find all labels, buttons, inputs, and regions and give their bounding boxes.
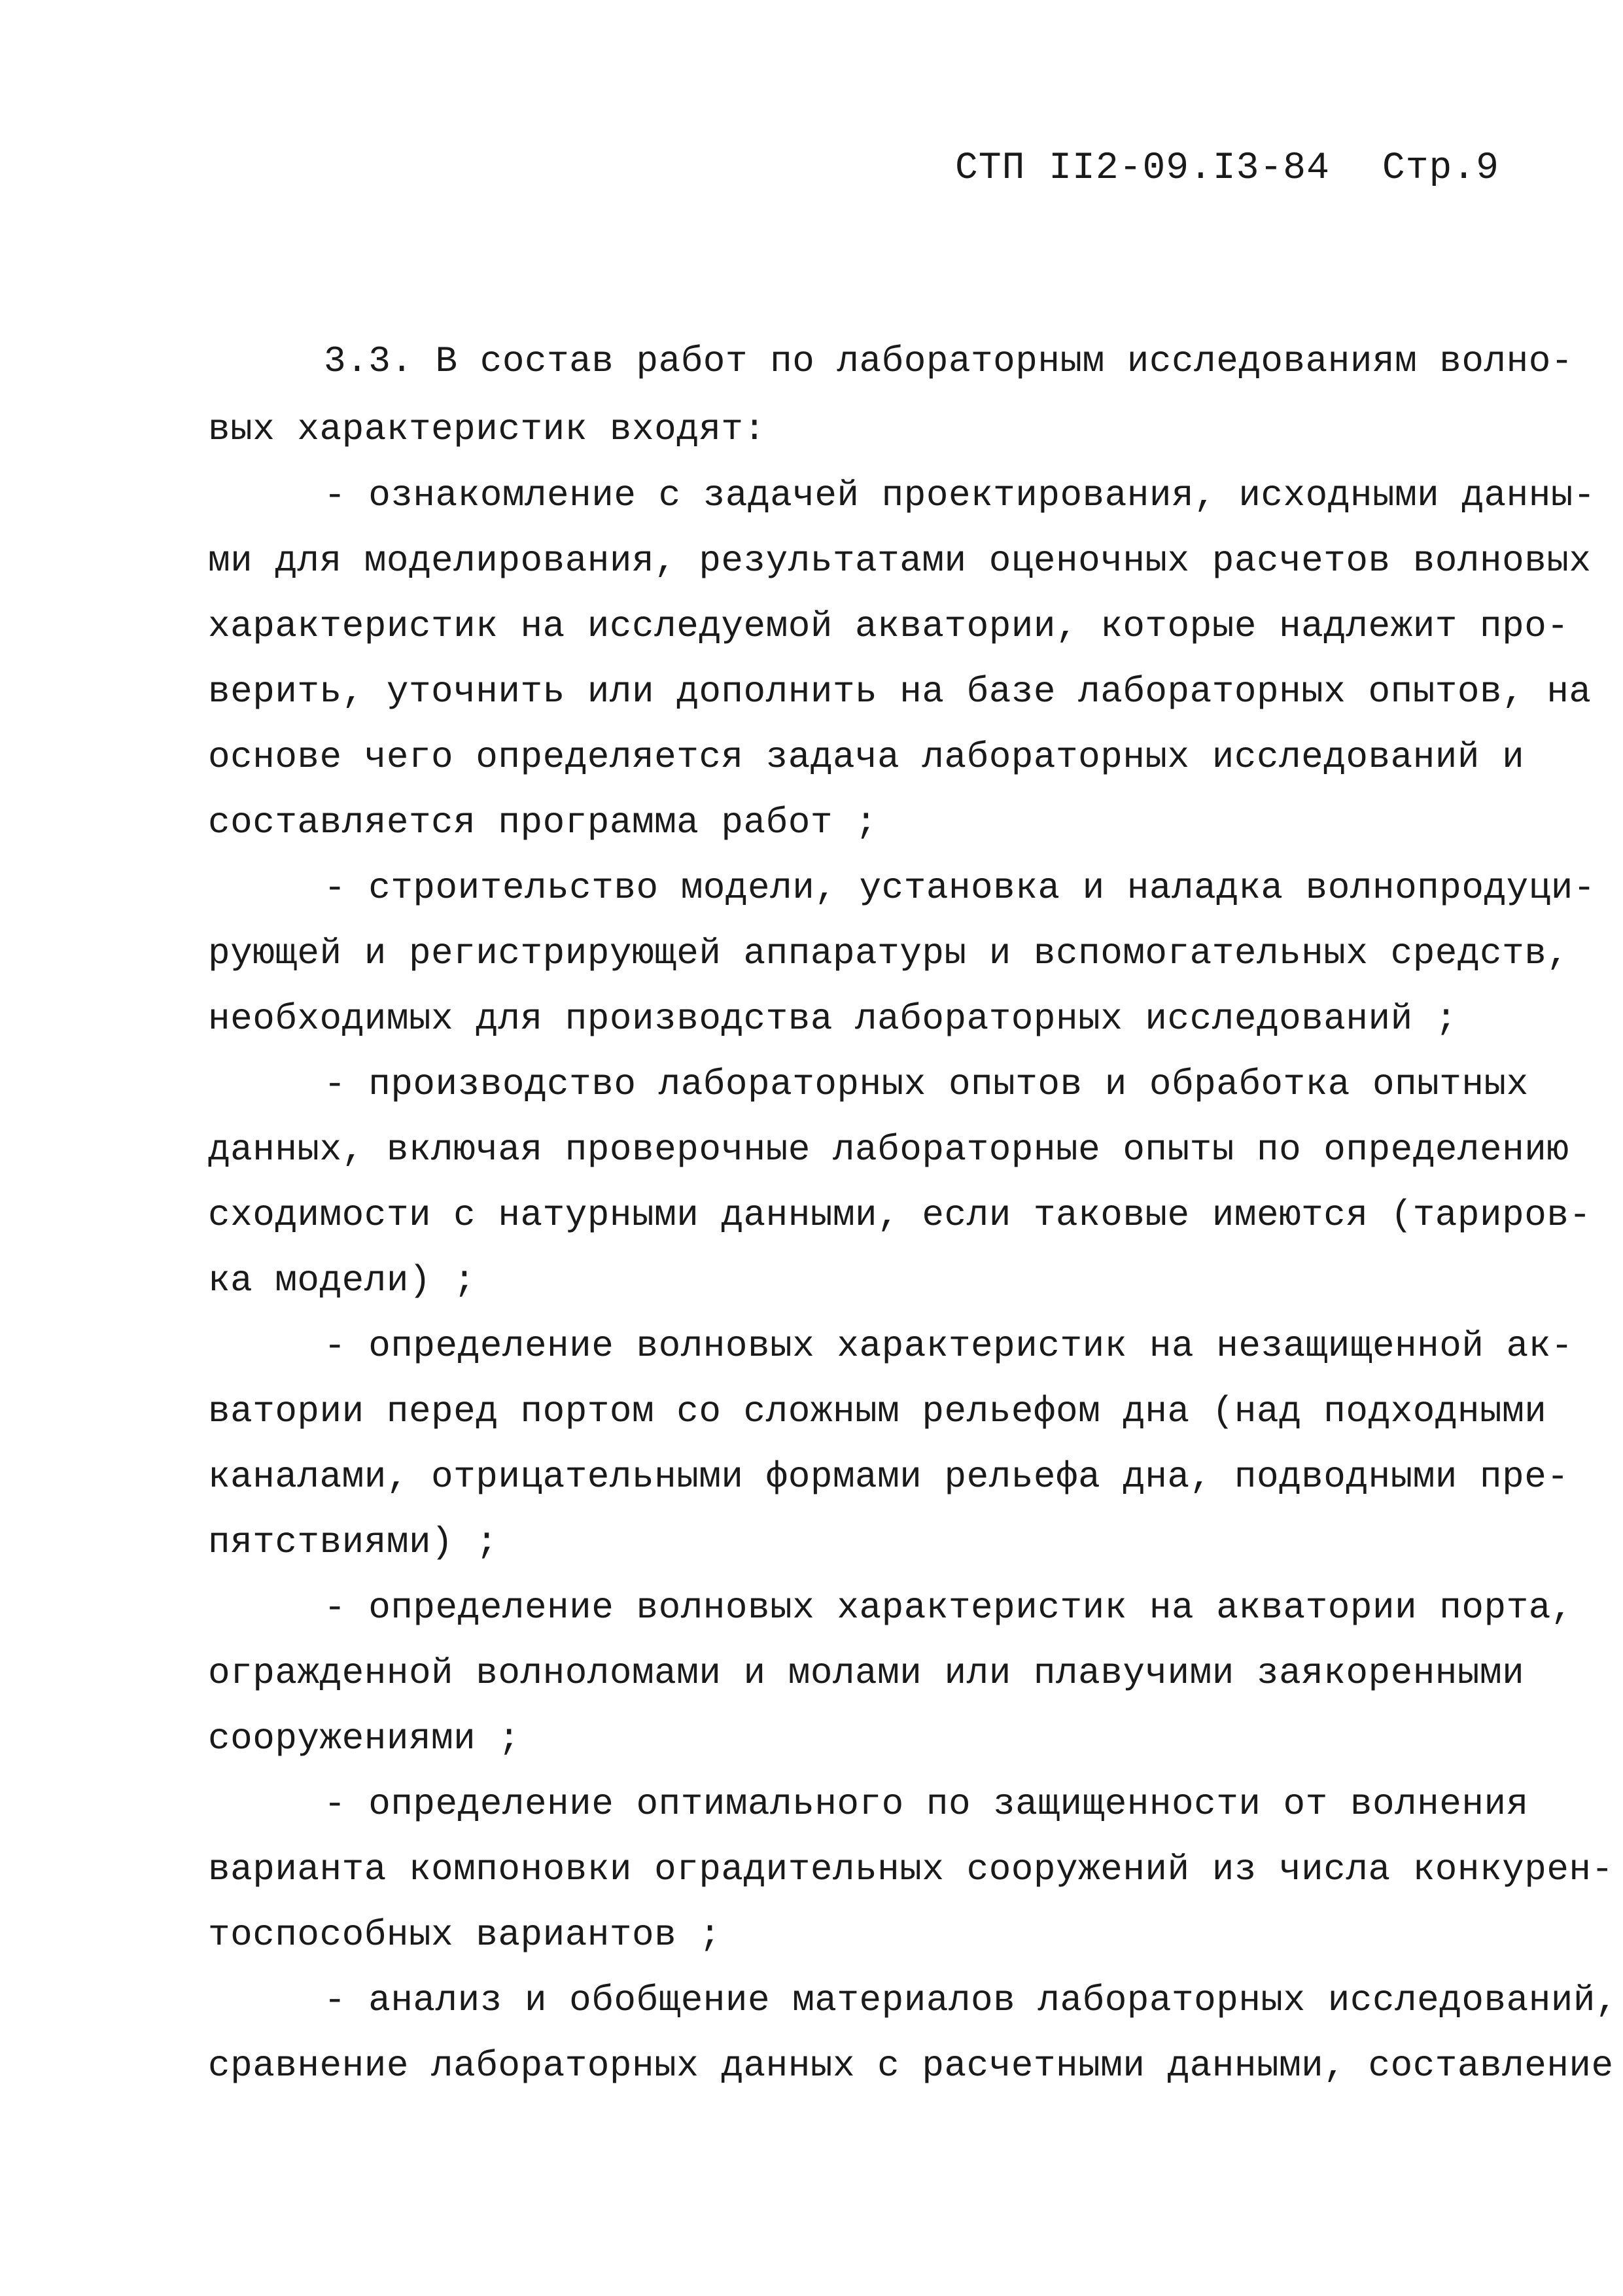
text-line: каналами, отрицательными формами рельефа дна, подводными пре- (208, 1456, 1569, 1498)
text-line: рующей и регистрирующей аппаратуры и вспомогательных средств, (208, 932, 1569, 974)
text-line: характеристик на исследуемой акватории, которые надлежит про- (208, 605, 1569, 647)
text-line: - определение волновых характеристик на незащищенной ак- (324, 1325, 1573, 1367)
text-line: тоспособных вариантов ; (208, 1914, 722, 1956)
text-line: 3.3. В состав работ по лабораторным исследованиям волно- (324, 340, 1573, 382)
text-line: варианта компоновки оградительных сооружений из числа конкурен- (208, 1848, 1614, 1890)
text-line: - анализ и обобщение материалов лабораторных исследований, (324, 1979, 1618, 2021)
text-line: основе чего определяется задача лабораторных исследований и (208, 736, 1525, 778)
page-header (955, 147, 1499, 190)
text-line: сооружениями ; (208, 1718, 521, 1759)
text-line: - определение оптимального по защищенности от волнения (324, 1783, 1529, 1825)
text-line: пятствиями) ; (208, 1521, 498, 1563)
text-line: - производство лабораторных опытов и обработка опытных (324, 1063, 1529, 1105)
text-line: ватории перед портом со сложным рельефом дна (над подходными (208, 1390, 1547, 1432)
document-code: СТП II2-09.I3-84 (955, 147, 1330, 190)
text-line: данных, включая проверочные лабораторные опыты по определению (208, 1129, 1569, 1171)
text-line: ка модели) ; (208, 1260, 476, 1301)
text-line: сравнение лабораторных данных с расчетными данными, составление (208, 2045, 1614, 2087)
text-line: сходимости с натурными данными, если таковые имеются (тариров- (208, 1194, 1592, 1236)
text-line: - ознакомление с задачей проектирования, исходными данны- (324, 474, 1596, 516)
page-number: Стр.9 (1382, 147, 1499, 190)
text-line: - определение волновых характеристик на акватории порта, (324, 1587, 1573, 1629)
text-line: - строительство модели, установка и наладка волнопродуци- (324, 867, 1596, 909)
text-line: огражденной волноломами и молами или плавучими заякоренными (208, 1652, 1525, 1694)
text-line: ми для моделирования, результатами оценочных расчетов волновых (208, 540, 1592, 582)
text-line: вых характеристик входят: (208, 408, 766, 450)
text-line: верить, уточнить или дополнить на базе лабораторных опытов, на (208, 671, 1592, 713)
text-line: составляется программа работ ; (208, 802, 878, 843)
text-line: необходимых для производства лабораторных исследований ; (208, 998, 1457, 1040)
